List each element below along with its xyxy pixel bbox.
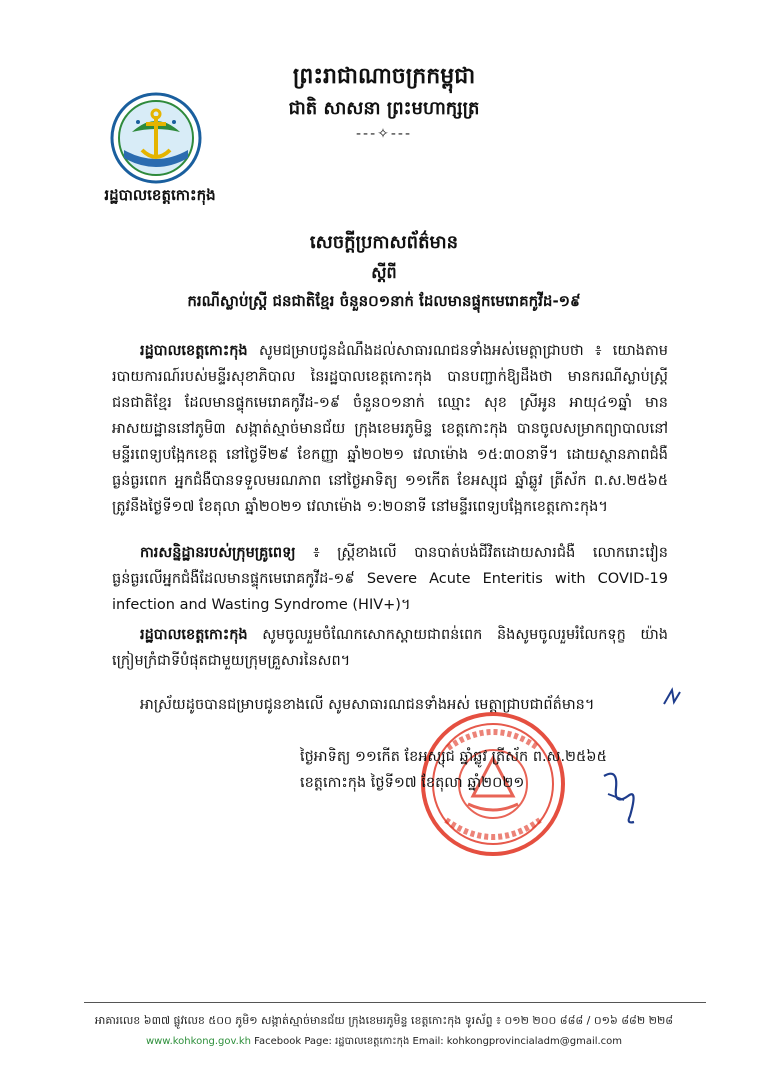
paragraph-1-text: សូមជម្រាបជូនដំណឹងដល់សាធារណជនទាំងអស់មេត្តាជ្រាបថា ៖ យោងតាមរបាយការណ៍របស់មន្ទីរសុខាភិបាល នៃរដ្ឋបាលខេត្តកោះកុង បានបញ្ជាក់ឱ្យដឹងថា មានករណីស្លាប់ស្ត្រីជនជាតិខ្មែរ ដែលមានផ្ទុកមេរោគកូវីដ-១៩ ចំនួន០១នាក់ ឈ្មោះ សុខ ស្រីអូន អាយុ៤១ឆ្នាំ មានអាសយដ្ឋាននៅភូមិ៣ សង្កាត់ស្មាច់មានជ័យ ក្រុងខេមរភូមិន្ទ ខេត្តកោះកុង បានចូលសម្រាកព្យាបាលនៅមន្ទីរពេទ្យបង្អែកខេត្ត នៅថ្ងៃទី២៩ ខែកញ្ញា ឆ្នាំ២០២១ វេលាម៉ោង ១៥:៣០នាទី។ ដោយស្ថានភាពជំងឺធ្ងន់ធ្ងរពេក អ្នកជំងឺបានទទួលមរណភាព នៅថ្ងៃអាទិត្យ ១១កើត ខែអស្សុជ ឆ្នាំឆ្លូវ ត្រីស័ក ព.ស.២៥៦៥ ត្រូវនឹងថ្ងៃទី១៧ ខែតុលា ឆ្នាំ២០២១ វេលាម៉ោង ១:២០នាទី នៅមន្ទីរពេទ្យបង្អែកខេត្តកោះកុង។ [112, 343, 668, 515]
paragraph-4 [112, 692, 668, 718]
national-motto: ជាតិ សាសនា ព្រះមហាក្សត្រ [288, 98, 480, 119]
paragraph-1-lead: រដ្ឋបាលខេត្តកោះកុង [140, 343, 248, 359]
footer-contacts [0, 1034, 768, 1049]
paragraph-1 [112, 338, 668, 520]
header-ornament: ---✧--- [355, 126, 413, 142]
paragraph-2-lead: ការសន្និដ្ឋានរបស់ក្រុមគ្រូពេទ្យ [140, 545, 296, 561]
paragraph-3 [112, 622, 668, 674]
lunar-date: ថ្ងៃអាទិត្យ ១១កើត ខែអស្សុជ ឆ្នាំឆ្លូវ ត្រីស័ក ព.ស.២៥៦៥ [300, 749, 607, 765]
document-re: ស្តីពី [371, 263, 397, 282]
paragraph-4-text: អាស្រ័យដូចបានជម្រាបជូនខាងលើ សូមសាធារណជនទាំងអស់ មេត្តាជ្រាបជាព័ត៌មាន។ [140, 697, 595, 713]
organization-name: រដ្ឋបាលខេត្តកោះកុង [104, 186, 216, 204]
document-subject: ករណីស្លាប់ស្ត្រី ជនជាតិខ្មែរ ចំនួន០១នាក់ ដែលមានផ្ទុកមេរោគកូវីដ-១៩ [187, 292, 581, 310]
footer-facebook[interactable]: Facebook Page: រដ្ឋបាលខេត្តកោះកុង [254, 1036, 410, 1047]
document-title: សេចក្តីប្រកាសព័ត៌មាន [309, 232, 459, 253]
provincial-emblem-logo [110, 92, 202, 184]
signature [598, 766, 644, 826]
solar-date: ខេត្តកោះកុង ថ្ងៃទី១៧ ខែតុលា ឆ្នាំ២០២១ [300, 775, 525, 791]
initials-mark [660, 686, 684, 708]
paragraph-3-lead: រដ្ឋបាលខេត្តកោះកុង [140, 627, 248, 643]
footer-email[interactable]: Email: kohkongprovincialadm@gmail.com [412, 1036, 623, 1047]
footer-website[interactable]: www.kohkong.gov.kh [145, 1036, 251, 1047]
footer-divider [84, 1002, 706, 1003]
footer-address: អាគារលេខ ៦៣៧ ផ្លូវលេខ ៥០០ ភូមិ១ សង្កាត់ស្មាច់មានជ័យ ក្រុងខេមរភូមិន្ទ ខេត្តកោះកុង ទូរស័ព្ទ ៖ ០១២ ២០០ ៨៨៨ / ០១៦ ៨៨២ ២២៨ [94, 1014, 674, 1027]
kingdom-title: ព្រះរាជាណាចក្រកម្ពុជា [292, 63, 476, 89]
paragraph-2-text: ៖ ស្ត្រីខាងលើ បានបាត់បង់ជីវិតដោយសារជំងឺ លោករោះវៀន ធ្ងន់ធ្ងរលើអ្នកជំងឺដែលមានផ្ទុកមេរោគកូវីដ-១៩ Severe Acute Enteritis with COVID-19 infection and Wasting Syndrome (HIV+)។ [112, 545, 668, 613]
paragraph-2 [112, 540, 668, 618]
paragraph-3-text: សូមចូលរួមចំណែកសោកស្តាយជាពន់ពេក និងសូមចូលរួមរំលែកទុក្ខ យ៉ាងក្រៀមក្រំជាទីបំផុតជាមួយក្រុមគ្រួសារនៃសព។ [112, 627, 668, 669]
